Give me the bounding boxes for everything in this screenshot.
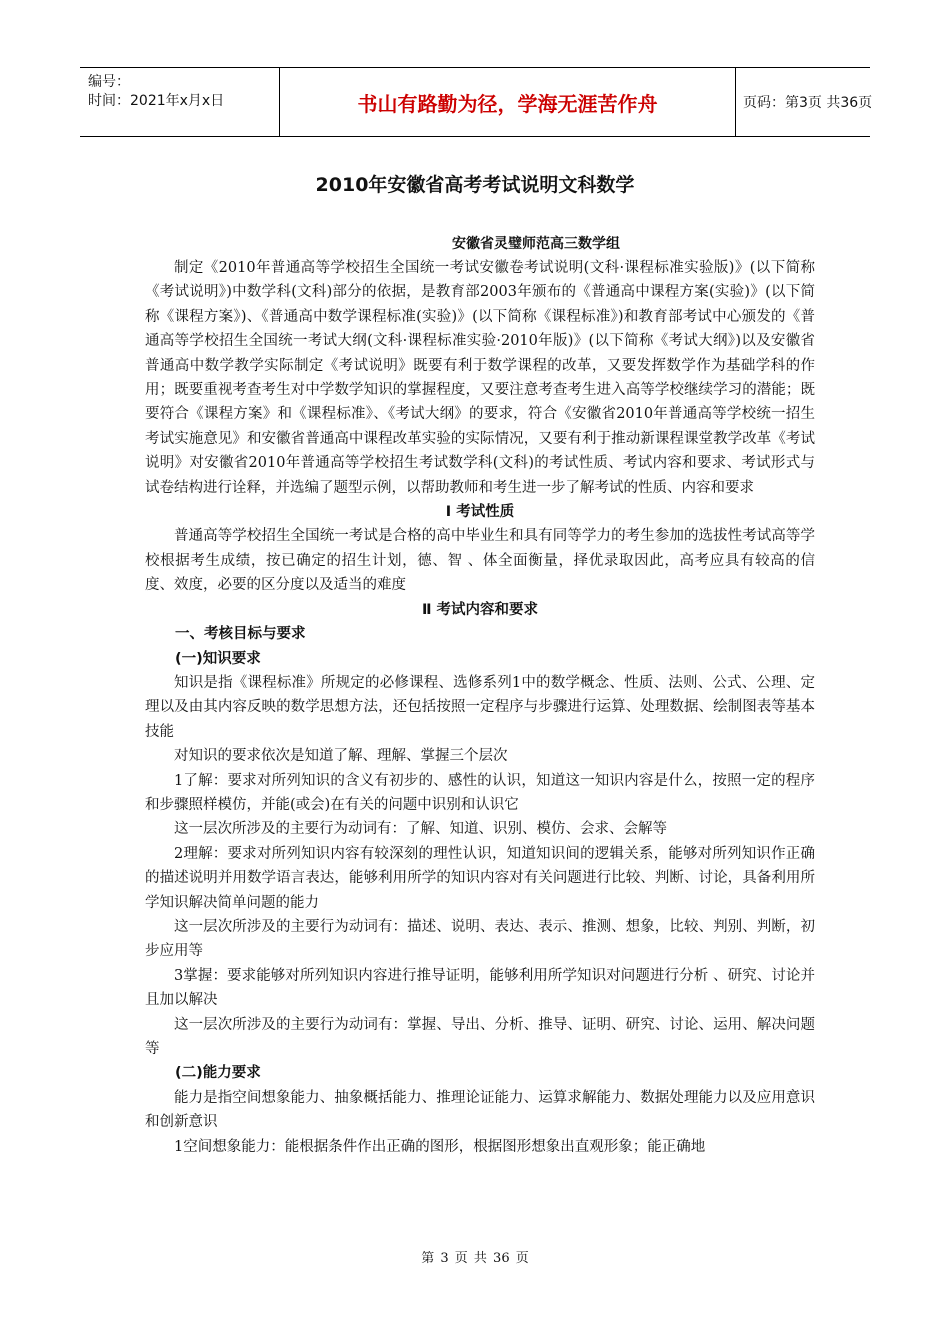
paragraph: 3掌握：要求能够对所列知识内容进行推导证明，能够利用所学知识对问题进行分析 、研究、讨论并且加以解决 bbox=[145, 967, 815, 1009]
section-heading: Ⅰ 考试性质 bbox=[445, 504, 515, 521]
header-meta bbox=[80, 68, 280, 136]
paragraph: 2理解：要求对所列知识内容有较深刻的理性认识，知道知识间的逻辑关系，能够对所列知识作正确的描述说明并用数学语言表达，能够利用所学的知识内容对有关问题进行比较、判断、讨论，具备利用所学知识解决简单问题的能力 bbox=[145, 845, 815, 911]
document-title: 2010年安徽省高考考试说明文科数学 bbox=[315, 174, 635, 196]
paragraph: 制定《2010年普通高等学校招生全国统一考试安徽卷考试说明(文科·课程标准实验版)》(以下简称《考试说明》)中数学科(文科)部分的依据，是教育部2003年颁布的《普通高中课程方案(实验)》(以下简称《课程方案》)、《普通高中数学课程标准(实验)》(以下简称《课程标准》)和教育部考试中心颁发的《普通高等学校招生全国统一考试大纲(文科·课程标准实验·2010年版)》(以下简称《考试大纲》)以及安徽省普通高中数学教学实际制定《考试说明》既要有利于数学课程的改革，又要发挥数学作为基础学科的作用；既要重视考查考生对中学数学知识的掌握程度，又要注意考查考生进入高等学校继续学习的潜能；既要符合《课程方案》和《课程标准》、《考试大纲》的要求，符合《安徽省2010年普通高等学校统一招生考试实施意见》和安徽省普通高中课程改革实验的实际情况，又要有利于推动新课程课堂教学改革《考试说明》对安徽省2010年普通高等学校招生考试数学科(文科)的考试性质、考试内容和要求、考试形式与试卷结构进行诠释，并选编了题型示例，以帮助教师和考生进一步了解考试的性质、内容和要求 bbox=[145, 260, 815, 496]
document-author: 安徽省灵璧师范高三数学组 bbox=[452, 236, 620, 252]
paragraph: 能力是指空间想象能力、抽象概括能力、推理论证能力、运算求解能力、数据处理能力以及应用意识和创新意识 bbox=[145, 1089, 815, 1131]
header-page-info: 页码：第3页 共36页 bbox=[743, 95, 873, 111]
page-header bbox=[80, 67, 873, 137]
paragraph: 普通高等学校招生全国统一考试是合格的高中毕业生和具有同等学力的考生参加的选拔性考试高等学校根据考生成绩，按已确定的招生计划，德、智 、体全面衡量，择优录取因此，高考应具有较高的信度、效度，必要的区分度以及适当的难度 bbox=[145, 528, 815, 594]
paragraph: 1空间想象能力：能根据条件作出正确的图形，根据图形想象出直观形象；能正确地 bbox=[174, 1138, 706, 1155]
date-label: 时间：2021年x月x日 bbox=[88, 93, 225, 109]
subsection-heading: (二)能力要求 bbox=[175, 1065, 261, 1082]
paragraph: 这一层次所涉及的主要行为动词有：掌握、导出、分析、推导、证明、研究、讨论、运用、解决问题等 bbox=[145, 1016, 815, 1057]
subsection-heading: (一)知识要求 bbox=[175, 650, 261, 667]
paragraph: 知识是指《课程标准》所规定的必修课程、选修系列1中的数学概念、性质、法则、公式、公理、定理以及由其内容反映的数学思想方法，还包括按照一定程序与步骤进行运算、处理数据、绘制图表等基本技能 bbox=[145, 674, 815, 740]
number-label: 编号： bbox=[88, 74, 130, 90]
header-motto: 书山有路勤为径，学海无涯苦作舟 bbox=[280, 68, 736, 136]
paragraph: 这一层次所涉及的主要行为动词有：描述、说明、表达、表示、推测、想象，比较、判别、判断，初步应用等 bbox=[145, 918, 815, 960]
paragraph: 这一层次所涉及的主要行为动词有：了解、知道、识别、模仿、会求、会解等 bbox=[174, 821, 667, 838]
document-body bbox=[145, 256, 815, 1159]
section-heading: Ⅱ 考试内容和要求 bbox=[421, 601, 539, 618]
subsection-heading: 一、考核目标与要求 bbox=[175, 626, 306, 643]
paragraph: 1了解：要求对所列知识的含义有初步的、感性的认识，知道这一知识内容是什么，按照一定的程序和步骤照样模仿，并能(或会)在有关的问题中识别和认识它 bbox=[145, 772, 815, 813]
page-footer: 第 3 页 共 36 页 bbox=[421, 1251, 529, 1266]
paragraph: 对知识的要求依次是知道了解、理解、掌握三个层次 bbox=[174, 748, 508, 765]
